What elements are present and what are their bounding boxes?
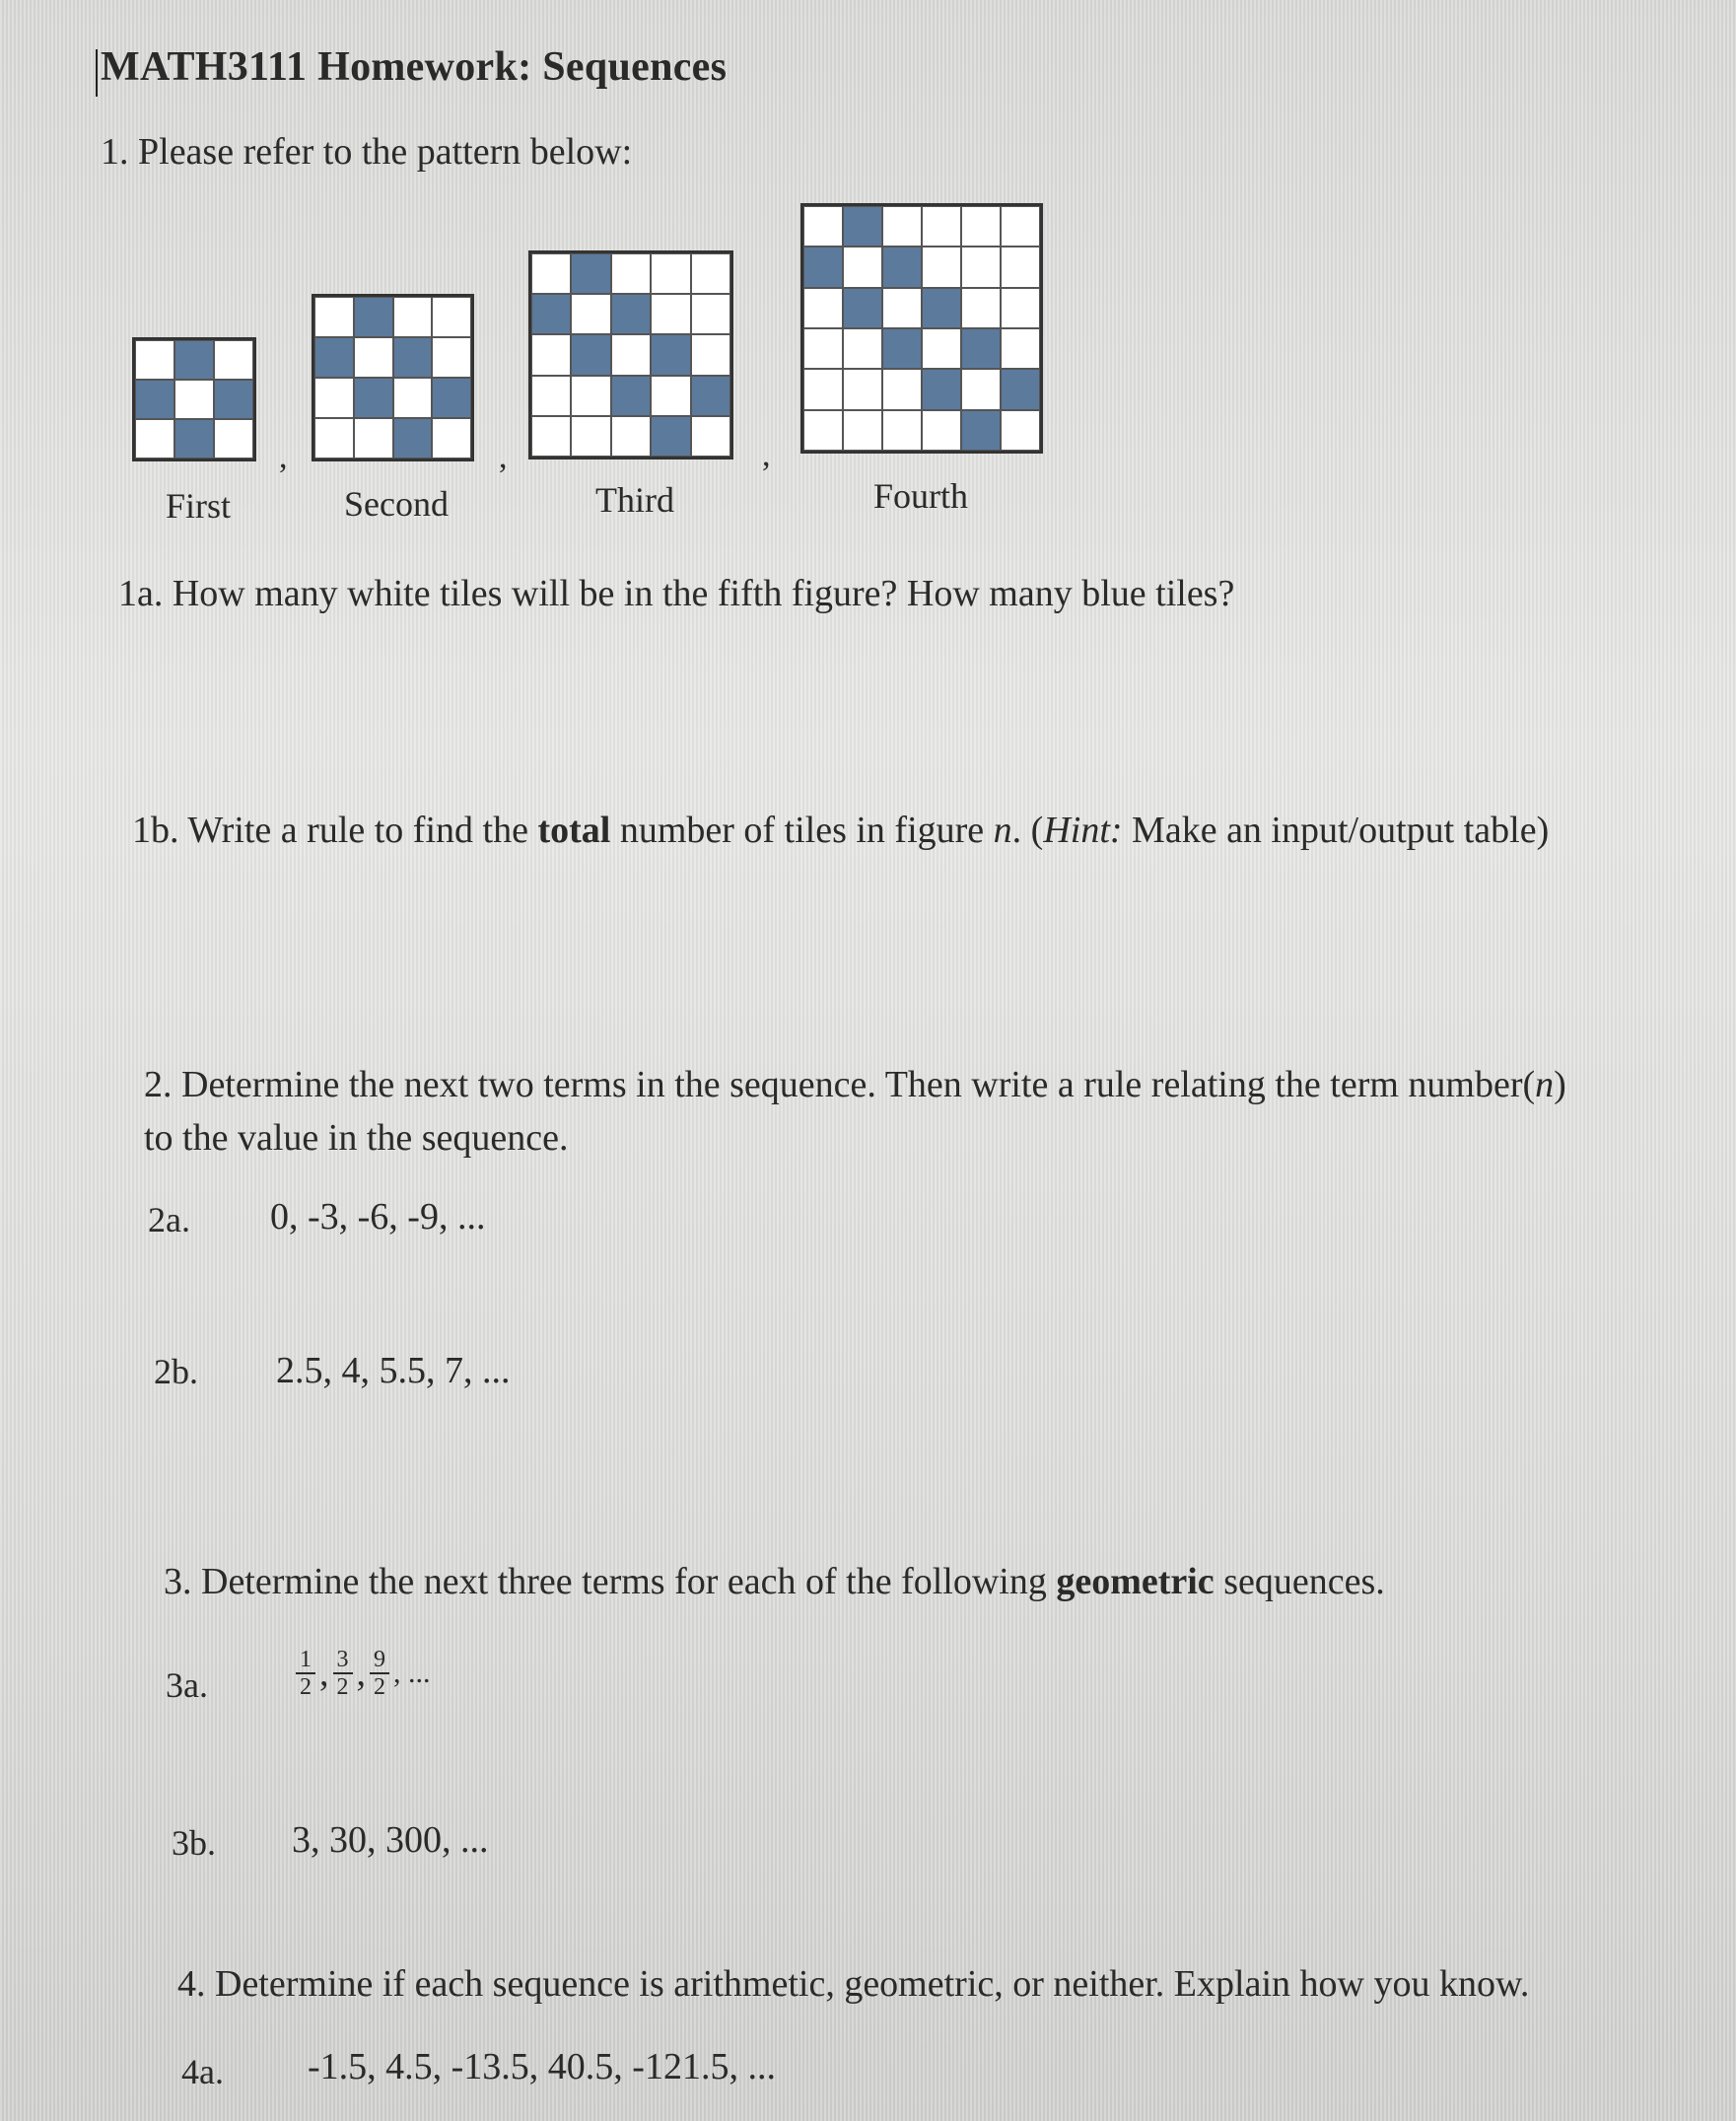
white-tile [314, 418, 354, 459]
white-tile [214, 419, 253, 459]
blue-tile [611, 376, 651, 416]
fraction-numerator: 3 [336, 1647, 349, 1672]
figure-caption-fourth: Fourth [873, 476, 969, 516]
white-tile [214, 340, 253, 380]
white-tile [882, 288, 922, 328]
white-tile [135, 419, 174, 459]
white-tile [1001, 410, 1040, 451]
white-tile [1001, 328, 1040, 369]
white-tile [922, 410, 961, 451]
q1b-bold: total [537, 810, 611, 851]
white-tile [922, 206, 961, 247]
blue-tile [961, 328, 1001, 369]
figure-caption-third: Third [595, 480, 674, 520]
fraction-denominator: 2 [300, 1674, 312, 1700]
sequence-separator: , [319, 1653, 329, 1694]
blue-tile [135, 380, 174, 419]
white-tile [651, 294, 690, 334]
blue-tile [922, 369, 961, 409]
blue-tile [691, 376, 730, 416]
white-tile [961, 369, 1001, 409]
figure-separator: , [762, 437, 771, 473]
white-tile [843, 369, 882, 409]
q4a-label: 4a. [181, 2052, 224, 2091]
text-cursor [96, 49, 98, 97]
white-tile [691, 416, 730, 457]
white-tile [803, 410, 843, 451]
fraction [296, 1647, 315, 1700]
question-1a: 1a. How many white tiles will be in the fifth figure? How many blue tiles? [118, 573, 1235, 614]
blue-tile [393, 337, 433, 378]
q1b-text: Make an input/output table) [1122, 810, 1550, 851]
white-tile [961, 247, 1001, 287]
fraction [333, 1647, 353, 1700]
white-tile [314, 297, 354, 337]
white-tile [531, 334, 571, 375]
white-tile [174, 380, 214, 419]
q1b-text: number of tiles in figure [610, 810, 994, 851]
q4a-sequence: -1.5, 4.5, -13.5, 40.5, -121.5, ... [308, 2046, 776, 2087]
question-2-line1 [144, 1063, 1566, 1106]
q2b-label: 2b. [154, 1352, 198, 1391]
q2-text: ) [1554, 1064, 1566, 1105]
white-tile [571, 416, 610, 457]
blue-tile [214, 380, 253, 419]
question-3-prompt [164, 1560, 1385, 1603]
q3-bold: geometric [1056, 1561, 1215, 1602]
q3b-label: 3b. [172, 1823, 216, 1863]
white-tile [651, 376, 690, 416]
white-tile [803, 369, 843, 409]
figure-second [312, 294, 474, 461]
sequence-ellipsis: , ... [393, 1657, 431, 1689]
blue-tile [174, 340, 214, 380]
figure-caption-second: Second [344, 484, 449, 524]
white-tile [611, 416, 651, 457]
white-tile [843, 328, 882, 369]
white-tile [1001, 247, 1040, 287]
fraction-numerator: 1 [300, 1647, 312, 1672]
blue-tile [1001, 369, 1040, 409]
white-tile [843, 247, 882, 287]
page-title: MATH3111 Homework: Sequences [101, 44, 728, 90]
white-tile [1001, 288, 1040, 328]
white-tile [432, 337, 471, 378]
white-tile [611, 334, 651, 375]
white-tile [354, 337, 393, 378]
blue-tile [432, 378, 471, 418]
white-tile [651, 253, 690, 294]
sequence-separator: , [356, 1653, 366, 1694]
blue-tile [571, 334, 610, 375]
fraction-denominator: 2 [374, 1674, 385, 1700]
white-tile [882, 410, 922, 451]
blue-tile [393, 418, 433, 459]
q3-text: sequences. [1214, 1561, 1385, 1602]
q3a-label: 3a. [166, 1665, 208, 1705]
blue-tile [651, 334, 690, 375]
white-tile [803, 328, 843, 369]
q2a-label: 2a. [148, 1200, 190, 1239]
blue-tile [922, 288, 961, 328]
blue-tile [882, 247, 922, 287]
white-tile [432, 418, 471, 459]
blue-tile [571, 253, 610, 294]
blue-tile [314, 337, 354, 378]
blue-tile [611, 294, 651, 334]
white-tile [922, 328, 961, 369]
fraction-numerator: 9 [374, 1647, 385, 1672]
figure-caption-first: First [166, 486, 232, 526]
white-tile [571, 376, 610, 416]
blue-tile [843, 206, 882, 247]
question-1b [132, 809, 1549, 852]
q2b-sequence: 2.5, 4, 5.5, 7, ... [276, 1350, 511, 1391]
figure-separator: , [499, 439, 508, 475]
blue-tile [354, 297, 393, 337]
q2-variable: n [1535, 1064, 1555, 1105]
white-tile [432, 297, 471, 337]
white-tile [803, 288, 843, 328]
blue-tile [843, 288, 882, 328]
white-tile [882, 206, 922, 247]
figure-third [528, 250, 733, 460]
white-tile [691, 334, 730, 375]
q1b-text: 1b. Write a rule to find the [132, 810, 538, 851]
figure-first [132, 337, 256, 461]
fraction [370, 1647, 389, 1700]
q1b-variable: n [993, 810, 1012, 851]
q1b-text: . ( [1011, 810, 1044, 851]
blue-tile [651, 416, 690, 457]
blue-tile [961, 410, 1001, 451]
blue-tile [882, 328, 922, 369]
blue-tile [354, 378, 393, 418]
white-tile [1001, 206, 1040, 247]
q3-text: 3. Determine the next three terms for each of the following [164, 1561, 1057, 1602]
white-tile [922, 247, 961, 287]
question-2-line2: to the value in the sequence. [144, 1117, 569, 1159]
white-tile [571, 294, 610, 334]
white-tile [882, 369, 922, 409]
white-tile [843, 410, 882, 451]
white-tile [961, 206, 1001, 247]
white-tile [135, 340, 174, 380]
q2-text: 2. Determine the next two terms in the sequence. Then write a rule relating the term number( [144, 1064, 1536, 1105]
blue-tile [803, 247, 843, 287]
white-tile [531, 376, 571, 416]
white-tile [393, 297, 433, 337]
white-tile [393, 378, 433, 418]
white-tile [691, 294, 730, 334]
q2a-sequence: 0, -3, -6, -9, ... [270, 1196, 486, 1237]
fraction-denominator: 2 [336, 1674, 349, 1700]
q3a-sequence [292, 1647, 431, 1700]
q1b-hint-label: Hint: [1043, 810, 1123, 851]
blue-tile [531, 294, 571, 334]
figure-separator: , [279, 439, 288, 475]
blue-tile [174, 419, 214, 459]
white-tile [691, 253, 730, 294]
figure-fourth [800, 203, 1043, 454]
q3b-sequence: 3, 30, 300, ... [292, 1819, 489, 1861]
white-tile [961, 288, 1001, 328]
white-tile [354, 418, 393, 459]
white-tile [314, 378, 354, 418]
white-tile [803, 206, 843, 247]
white-tile [531, 416, 571, 457]
white-tile [531, 253, 571, 294]
question-1-prompt: 1. Please refer to the pattern below: [101, 131, 633, 173]
white-tile [611, 253, 651, 294]
question-4-prompt: 4. Determine if each sequence is arithmetic, geometric, or neither. Explain how you know. [177, 1963, 1530, 2005]
